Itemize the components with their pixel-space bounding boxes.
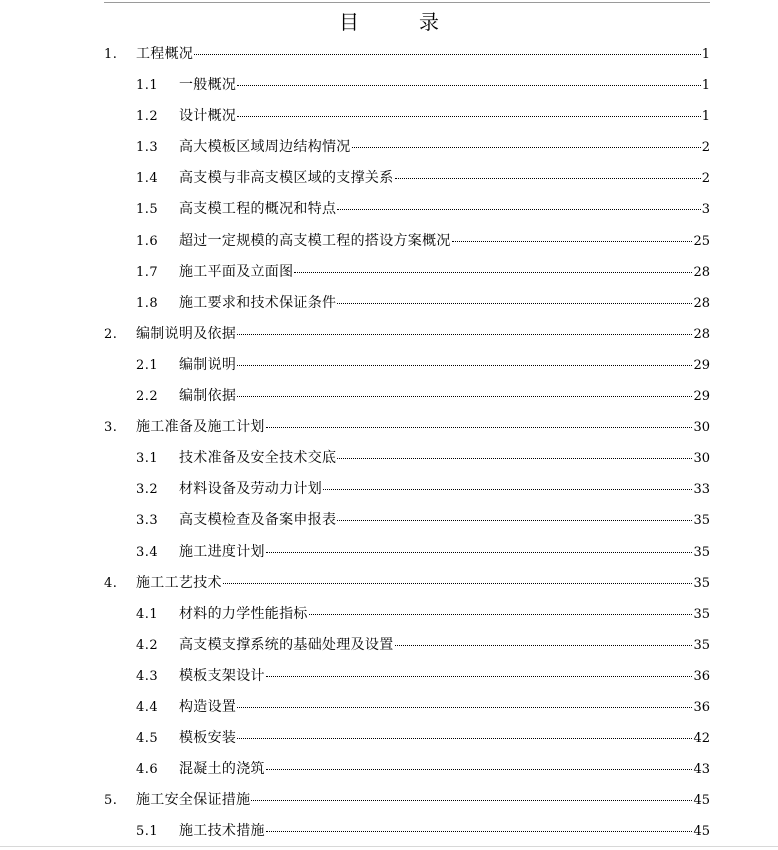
- toc-section-entry[interactable]: [0, 350, 778, 381]
- toc-entry-number: 2.: [104, 326, 118, 342]
- toc-dot-leader: [223, 583, 693, 584]
- toc-page-number: 35: [693, 637, 710, 653]
- toc-page-number: 2: [701, 171, 710, 187]
- toc-entry-line: [136, 39, 710, 70]
- toc-entry-number: 4.1: [136, 606, 159, 622]
- toc-entry-line: [179, 257, 710, 288]
- toc-entry-title: 材料设备及劳动力计划: [179, 481, 322, 498]
- toc-entry-title: 模板支架设计: [179, 667, 265, 684]
- toc-entry-title: 高支模支撑系统的基础处理及设置: [179, 636, 394, 653]
- toc-entry-line: [179, 537, 710, 568]
- toc-section-entry[interactable]: [0, 599, 778, 630]
- toc-dot-leader: [337, 209, 700, 210]
- toc-chapter-entry[interactable]: [0, 785, 778, 816]
- toc-page-number: 28: [693, 326, 710, 342]
- toc-entry-line: [179, 194, 710, 225]
- toc-entry-number: 4.2: [136, 637, 159, 653]
- toc-dot-leader: [452, 241, 693, 242]
- toc-entry-number: 5.1: [136, 824, 159, 840]
- toc-entry-title: 一般概况: [179, 77, 237, 94]
- toc-entry-title: 编制依据: [179, 388, 237, 405]
- toc-page-number: 36: [693, 699, 710, 715]
- toc-dot-leader: [395, 178, 701, 179]
- toc-dot-leader: [237, 365, 692, 366]
- toc-entry-number: 4.5: [136, 731, 159, 747]
- toc-entry-title: 高支模工程的概况和特点: [179, 201, 337, 218]
- toc-entry-line: [179, 288, 710, 319]
- toc-entry-number: 2.1: [136, 357, 159, 373]
- toc-section-entry[interactable]: [0, 101, 778, 132]
- toc-entry-title: 施工准备及施工计划: [136, 419, 265, 436]
- toc-entry-line: [179, 599, 710, 630]
- toc-entry-line: [179, 692, 710, 723]
- toc-entry-title: 施工技术措施: [179, 823, 265, 840]
- toc-entry-title: 混凝土的浇筑: [179, 761, 265, 778]
- toc-dot-leader: [266, 552, 693, 553]
- toc-section-entry[interactable]: [0, 754, 778, 785]
- toc-entry-number: 3.1: [136, 451, 159, 467]
- toc-dot-leader: [266, 676, 693, 677]
- toc-section-entry[interactable]: [0, 474, 778, 505]
- toc-entry-number: 1.1: [136, 78, 159, 94]
- toc-entry-title: 施工进度计划: [179, 543, 265, 560]
- toc-entry-line: [179, 101, 710, 132]
- toc-dot-leader: [237, 738, 692, 739]
- toc-dot-leader: [237, 334, 692, 335]
- toc-entry-line: [179, 350, 710, 381]
- toc-entry-line: [179, 474, 710, 505]
- toc-entry-title: 施工要求和技术保证条件: [179, 294, 337, 311]
- toc-entry-line: [136, 568, 710, 599]
- toc-page-number: 42: [693, 731, 710, 747]
- toc-entry-line: [179, 505, 710, 536]
- toc-dot-leader: [266, 769, 693, 770]
- toc-dot-leader: [237, 396, 692, 397]
- toc-entry-number: 1.2: [136, 109, 159, 125]
- toc-page-number: 1: [701, 47, 710, 62]
- toc-page-number: 28: [693, 264, 710, 280]
- toc-page-number: 30: [693, 451, 710, 467]
- toc-entry-title: 高大模板区域周边结构情况: [179, 139, 351, 156]
- toc-entry-line: [136, 785, 710, 816]
- toc-entry-line: [179, 754, 710, 785]
- toc-entry-line: [179, 630, 710, 661]
- toc-dot-leader: [237, 85, 701, 86]
- toc-page-number: 35: [693, 513, 710, 529]
- toc-page-number: 35: [693, 544, 710, 560]
- toc-chapter-entry[interactable]: [0, 319, 778, 350]
- toc-section-entry[interactable]: [0, 723, 778, 754]
- toc-entry-number: 1.5: [136, 202, 159, 218]
- toc-chapter-entry[interactable]: [0, 568, 778, 599]
- toc-entry-number: 3.4: [136, 544, 159, 560]
- toc-entry-title: 超过一定规模的高支模工程的搭设方案概况: [179, 232, 451, 249]
- toc-page-number: 1: [701, 78, 710, 94]
- toc-page-number: 29: [693, 389, 710, 405]
- toc-entry-number: 1.6: [136, 233, 159, 249]
- toc-entry-number: 3.2: [136, 482, 159, 498]
- toc-entry-number: 3.3: [136, 513, 159, 529]
- toc-chapter-entry[interactable]: [0, 39, 778, 70]
- toc-entry-title: 高支模与非高支模区域的支撑关系: [179, 170, 394, 187]
- toc-entry-line: [179, 132, 710, 163]
- toc-dot-leader: [237, 116, 701, 117]
- toc-entry-line: [179, 723, 710, 754]
- toc-entry-title: 施工工艺技术: [136, 574, 222, 591]
- toc-section-entry[interactable]: [0, 257, 778, 288]
- toc-section-entry[interactable]: [0, 661, 778, 692]
- toc-entry-number: 1.3: [136, 140, 159, 156]
- toc-dot-leader: [337, 303, 692, 304]
- toc-entry-title: 模板安装: [179, 730, 237, 747]
- toc-entry-title: 工程概况: [136, 46, 194, 62]
- toc-section-entry[interactable]: [0, 537, 778, 568]
- toc-entry-title: 高支模检查及备案申报表: [179, 512, 337, 529]
- toc-entry-number: 4.3: [136, 668, 159, 684]
- toc-entry-line: [179, 661, 710, 692]
- toc-page-number: 35: [693, 606, 710, 622]
- toc-section-entry[interactable]: [0, 70, 778, 101]
- toc-dot-leader: [294, 272, 692, 273]
- toc-entry-number: 3.: [104, 420, 118, 436]
- toc-dot-leader: [266, 427, 693, 428]
- toc-section-entry[interactable]: [0, 381, 778, 412]
- toc-entry-number: 1.: [104, 47, 118, 62]
- toc-entry-number: 1.4: [136, 171, 159, 187]
- toc-section-entry[interactable]: [0, 692, 778, 723]
- toc-entry-number: 2.2: [136, 389, 159, 405]
- toc-entry-number: 4.4: [136, 699, 159, 715]
- toc-section-entry[interactable]: [0, 505, 778, 536]
- toc-section-entry[interactable]: [0, 630, 778, 661]
- toc-dot-leader: [194, 54, 701, 55]
- toc-entry-title: 技术准备及安全技术交底: [179, 450, 337, 467]
- toc-page-number: 43: [693, 762, 710, 778]
- toc-page-number: 3: [701, 202, 710, 218]
- toc-entry-title: 编制说明: [179, 356, 237, 373]
- toc-list: [0, 39, 778, 847]
- toc-page-number: 25: [693, 233, 710, 249]
- toc-dot-leader: [395, 645, 693, 646]
- toc-title: 目 录: [339, 10, 459, 34]
- toc-section-entry[interactable]: [0, 288, 778, 319]
- toc-dot-leader: [323, 489, 692, 490]
- toc-entry-title: 构造设置: [179, 698, 237, 715]
- toc-entry-line: [179, 70, 710, 101]
- toc-page-number: 45: [693, 824, 710, 840]
- toc-entry-number: 1.7: [136, 264, 159, 280]
- toc-entry-line: [179, 816, 710, 847]
- toc-entry-title: 施工平面及立面图: [179, 263, 294, 280]
- toc-page-number: 30: [693, 420, 710, 436]
- toc-section-entry[interactable]: [0, 816, 778, 847]
- toc-entry-line: [136, 412, 710, 443]
- toc-entry-number: 4.: [104, 575, 118, 591]
- toc-dot-leader: [251, 800, 692, 801]
- toc-page-number: 28: [693, 295, 710, 311]
- toc-entry-number: 5.: [104, 793, 118, 809]
- toc-dot-leader: [266, 831, 693, 832]
- toc-page-number: 2: [701, 140, 710, 156]
- toc-dot-leader: [337, 520, 692, 521]
- toc-page-number: 29: [693, 357, 710, 373]
- toc-entry-title: 材料的力学性能指标: [179, 605, 308, 622]
- toc-entry-number: 1.8: [136, 295, 159, 311]
- toc-entry-line: [179, 226, 710, 257]
- toc-chapter-entry[interactable]: [0, 412, 778, 443]
- toc-entry-title: 编制说明及依据: [136, 325, 237, 342]
- top-rule: [104, 2, 710, 3]
- toc-dot-leader: [337, 458, 692, 459]
- toc-entry-line: [179, 163, 710, 194]
- toc-entry-line: [179, 443, 710, 474]
- toc-page-number: 35: [693, 575, 710, 591]
- toc-section-entry[interactable]: [0, 226, 778, 257]
- toc-dot-leader: [237, 707, 692, 708]
- toc-section-entry[interactable]: [0, 194, 778, 225]
- toc-entry-number: 4.6: [136, 762, 159, 778]
- toc-dot-leader: [309, 614, 693, 615]
- toc-page-number: 33: [693, 482, 710, 498]
- toc-page-number: 45: [693, 793, 710, 809]
- toc-page-number: 1: [701, 109, 710, 125]
- toc-entry-title: 施工安全保证措施: [136, 792, 251, 809]
- toc-section-entry[interactable]: [0, 132, 778, 163]
- toc-entry-line: [136, 319, 710, 350]
- toc-dot-leader: [352, 147, 701, 148]
- toc-entry-title: 设计概况: [179, 108, 237, 125]
- toc-section-entry[interactable]: [0, 163, 778, 194]
- toc-section-entry[interactable]: [0, 443, 778, 474]
- toc-page-number: 36: [693, 668, 710, 684]
- bottom-rule: [0, 846, 778, 847]
- toc-entry-line: [179, 381, 710, 412]
